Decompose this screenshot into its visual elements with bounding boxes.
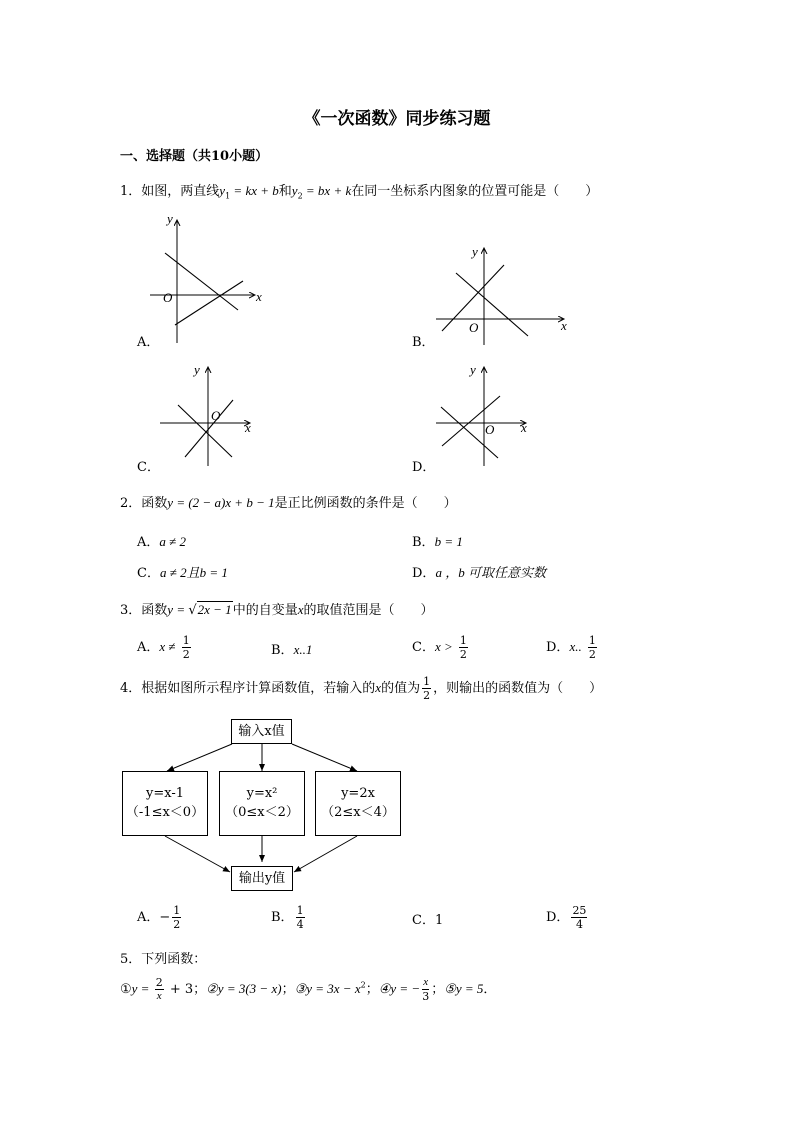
arrow bbox=[292, 744, 357, 771]
option-a[interactable]: A．− $\frac{1}{2}$ bbox=[137, 904, 181, 931]
flow-branch-2: y=x² （0≤x＜2） bbox=[219, 771, 305, 836]
axis-label-y: y bbox=[167, 211, 173, 226]
option-a[interactable]: A．x ≠ $\frac{1}{2}$ bbox=[137, 634, 190, 661]
option-c[interactable]: C．a ≠ 2且b = 1 bbox=[137, 565, 228, 581]
option-b[interactable]: B． $\frac{1}{4}$ bbox=[271, 904, 304, 931]
fraction: $\frac{1}{4}$ bbox=[296, 904, 304, 931]
fraction: $\frac{1}{2}$ bbox=[173, 904, 181, 931]
option-d[interactable]: D．a ，b 可取任意实数 bbox=[412, 565, 546, 581]
fraction: $\frac{1}{2}$ bbox=[588, 634, 596, 661]
question-number: 5． bbox=[120, 952, 142, 967]
axis-label-x: x bbox=[256, 289, 262, 304]
axis-label-y: y bbox=[194, 362, 200, 377]
option-c[interactable]: C．1 bbox=[412, 913, 444, 928]
option-d[interactable]: D．x.. $\frac{1}{2}$ bbox=[546, 634, 596, 661]
option-b[interactable]: B． bbox=[412, 335, 435, 350]
origin-label: O bbox=[211, 408, 221, 423]
flow-output-box: 输出y值 bbox=[231, 866, 293, 891]
fraction: $\frac{x}{3}$ bbox=[422, 976, 430, 1003]
origin-label: O bbox=[469, 320, 479, 335]
option-d[interactable]: D． $\frac{25}{4}$ bbox=[546, 904, 587, 931]
fraction: $\frac{2}{x}$ bbox=[155, 976, 163, 1002]
question-1-stem: 1．如图，两直线$y_1$ = kx + b和$y_2$ = bx + k在同一坐标系内图象的位置可能是（ ） bbox=[120, 183, 599, 201]
origin-label: O bbox=[163, 290, 173, 305]
question-number: 4． bbox=[120, 681, 142, 696]
axis-label-x: x bbox=[245, 420, 251, 435]
question-3-stem: 3．函数y = √2x − 1中的自变量x的取值范围是（ ） bbox=[120, 602, 434, 618]
flow-input-box: 输入x值 bbox=[231, 719, 292, 744]
arrow bbox=[294, 836, 357, 872]
option-c[interactable]: C． bbox=[137, 460, 160, 475]
axis-label-x: x bbox=[561, 318, 567, 333]
question-number: 1． bbox=[120, 184, 142, 199]
arrow bbox=[165, 836, 230, 872]
origin-label: O bbox=[485, 422, 495, 437]
page-title: 《一次函数》同步练习题 bbox=[303, 109, 491, 129]
option-c[interactable]: C．x > $\frac{1}{2}$ bbox=[412, 634, 467, 661]
question-4-stem: 4．根据如图所示程序计算函数值，若输入的x的值为 $\frac{1}{2}$ ，则输出的函数值为（ ） bbox=[120, 675, 603, 702]
fraction: $\frac{25}{4}$ bbox=[572, 904, 587, 931]
question-2-stem: 2．函数y = (2 − a)x + b − 1是正比例函数的条件是（ ） bbox=[120, 495, 457, 511]
question-5-stem: 5．下列函数： bbox=[120, 952, 207, 967]
fraction: $\frac{1}{2}$ bbox=[459, 634, 467, 661]
fraction: $\frac{1}{2}$ bbox=[423, 675, 431, 702]
question-number: 3． bbox=[120, 603, 142, 618]
section-heading: 一、选择题（共10小题） bbox=[120, 149, 269, 164]
option-b[interactable]: B．x..1 bbox=[271, 642, 313, 658]
arrow bbox=[167, 744, 232, 771]
axis-label-y: y bbox=[472, 244, 478, 259]
option-b[interactable]: B．b = 1 bbox=[412, 534, 463, 550]
question-5-functions: ①y = $\frac{2}{x}$ + 3；②y = 3(3 − x)；③y = $3x - x^2$；④y = − $\frac{x}{3}$ ；⑤y = 5． bbox=[120, 976, 497, 1003]
axis-label-y: y bbox=[470, 362, 476, 377]
fraction: $\frac{1}{2}$ bbox=[182, 634, 190, 661]
flow-branch-3: y=2x （2≤x＜4） bbox=[315, 771, 401, 836]
option-d[interactable]: D． bbox=[412, 460, 436, 475]
axis-label-x: x bbox=[521, 420, 527, 435]
flow-branch-1: y=x-1 （-1≤x＜0） bbox=[122, 771, 208, 836]
option-a[interactable]: A． bbox=[137, 335, 160, 350]
option-a[interactable]: A．a ≠ 2 bbox=[137, 534, 187, 550]
question-number: 2． bbox=[120, 496, 142, 511]
